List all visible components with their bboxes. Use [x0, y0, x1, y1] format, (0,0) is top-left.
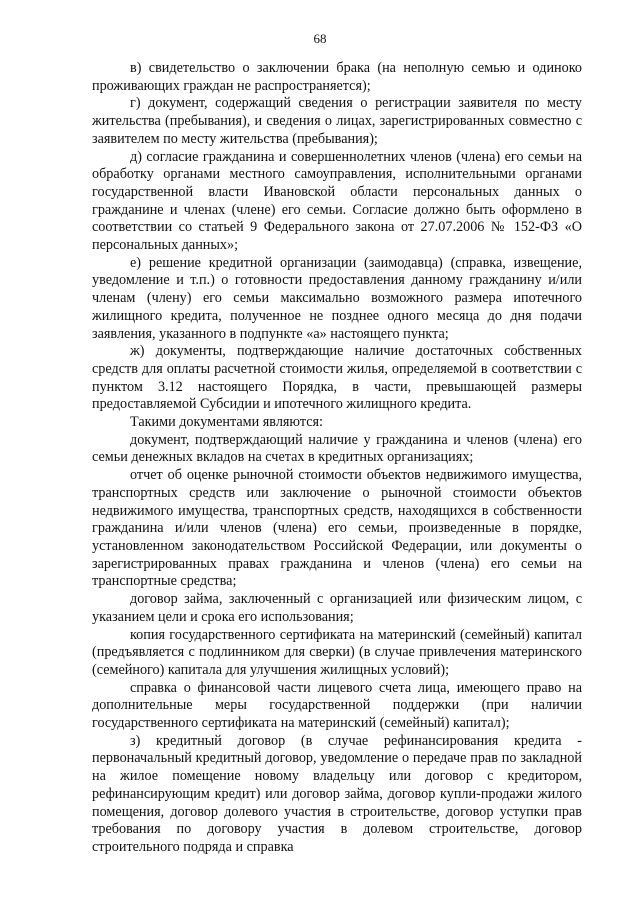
paragraph-maternity-certificate: копия государственного сертификата на материнский (семейный) капитал (предъявляется с подлинником для сверки) (в случае привлечения материнского (семейного) капитала для улучшения жилищных условий);	[92, 626, 582, 678]
paragraph-zh: ж) документы, подтверждающие наличие достаточных собственных средств для оплаты расчетной стоимости жилья, определяемой в соответствии с пунктом 3.12 настоящего Порядка, в части, превышающей размеры предоставляемой Субсидии и ипотечного жилищного кредита.	[92, 343, 582, 413]
page-number: 68	[313, 31, 327, 46]
paragraph-v: в) свидетельство о заключении брака (на неполную семью и одиноко проживающих граждан не распространяется);	[92, 60, 582, 94]
paragraph-z: з) кредитный договор (в случае рефинансирования кредита - первоначальный кредитный договор, уведомление о передаче прав по закладной на жилое помещение новому владельцу или договор с кредитором, рефинансирующим кредит) или договор займа, договор купли-продажи жилого помещения, договор долевого участия в строительстве, договор уступки прав требования по договору участия в долевом строительстве, договор строительного подряда и справка	[92, 732, 582, 855]
paragraph-g: г) документ, содержащий сведения о регистрации заявителя по месту жительства (пребывания), и сведения о лицах, зарегистрированных совместно с заявителем по месту жительства (пребывания);	[92, 95, 582, 147]
paragraph-pension-account: справка о финансовой части лицевого счета лица, имеющего право на дополнительные меры государственной поддержки (при наличии государственного сертификата на материнский (семейный) капитал);	[92, 679, 582, 732]
paragraph-loan-agreement: договор займа, заключенный с организацией или физическим лицом, с указанием цели и срока его использования;	[92, 591, 582, 625]
document-body	[92, 60, 582, 857]
paragraph-e: е) решение кредитной организации (заимодавца) (справка, извещение, уведомление и т.п.) о готовности предоставления данному гражданину и/или членам (члену) его семьи максимально возможного размера ипотечного жилищного кредита, полученное не позднее одного месяца до дня подачи заявления, указанного в подпункте «а» настоящего пункта;	[92, 254, 582, 342]
paragraph-d: д) согласие гражданина и совершеннолетних членов (члена) его семьи на обработку органами местного самоуправления, исполнительными органами государственной власти Ивановской области персональных данных о гражданине и членах (члене) его семьи. Согласие должно быть оформлено в соответствии со статьей 9 Федерального закона от 27.07.2006 № 152-ФЗ «О персональных данных»;	[92, 148, 582, 254]
paragraph-documents-intro: Такими документами являются:	[130, 414, 323, 431]
paragraph-valuation-report: отчет об оценке рыночной стоимости объектов недвижимого имущества, транспортных средств или заключение о рыночной стоимости объектов недвижимого имущества, транспортных средств, находящихся в собственности гражданина и/или членов (члена) его семьи, произведенные в порядке, установленном законодательством Российской Федерации, или документы о зарегистрированных правах гражданина и членов (члена) его семьи на транспортные средства;	[92, 467, 582, 590]
paragraph-bank-deposits: документ, подтверждающий наличие у гражданина и членов (члена) его семьи денежных вкладов на счетах в кредитных организациях;	[92, 431, 582, 466]
